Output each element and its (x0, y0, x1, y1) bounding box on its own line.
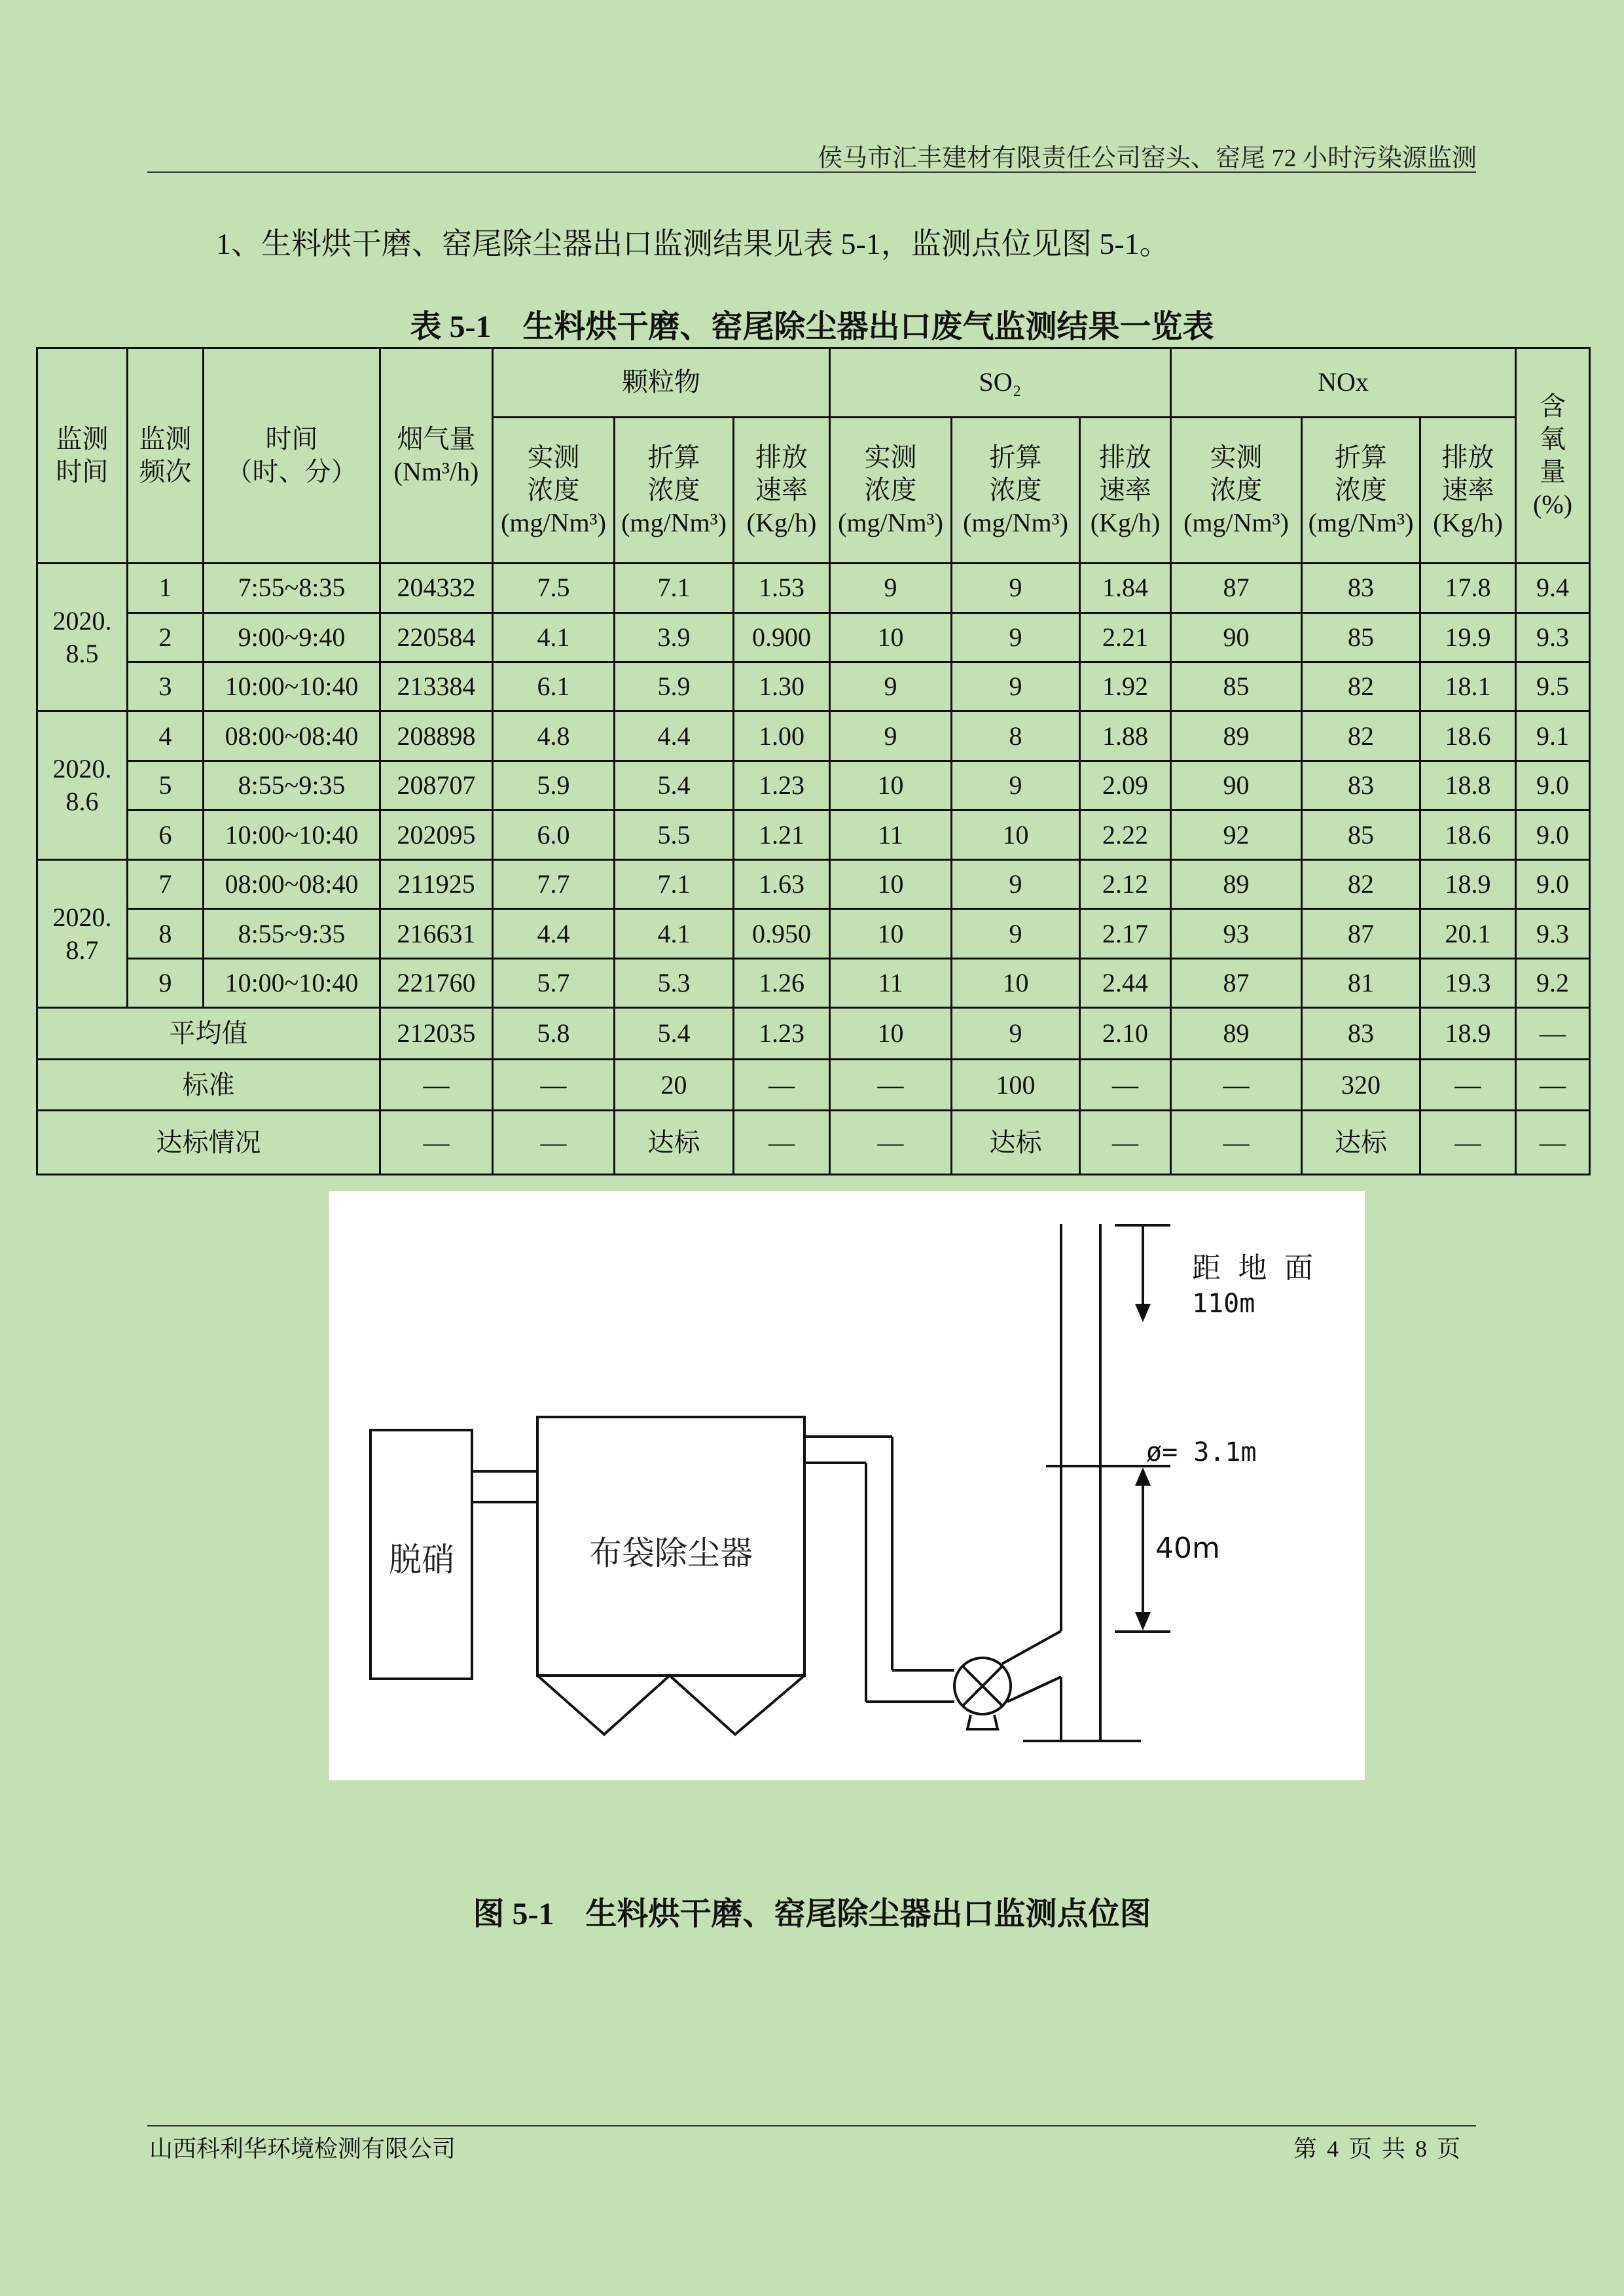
summary-value: — (493, 1111, 615, 1175)
value-cell: 1.26 (734, 958, 830, 1007)
value-cell: 9.5 (1516, 662, 1590, 711)
time-cell: 10:00~10:40 (204, 958, 380, 1007)
time-cell: 8:55~9:35 (204, 909, 380, 958)
header-emission-rate: 排放 速率 (Kg/h) (734, 417, 830, 563)
frequency-cell: 9 (128, 958, 204, 1007)
summary-row (37, 1059, 1590, 1110)
baghouse-label: 布袋除尘器 (589, 1534, 753, 1572)
frequency-cell: 8 (128, 909, 204, 958)
header-measured-conc: 实测 浓度 (mg/Nm³) (830, 417, 952, 563)
value-cell: 9 (830, 711, 952, 761)
header-so2: SO₂ (830, 348, 1171, 418)
date-cell: 2020. 8.7 (37, 859, 128, 1007)
date-cell: 2020. 8.5 (37, 564, 128, 711)
value-cell: 211925 (380, 859, 493, 908)
time-cell: 10:00~10:40 (204, 662, 380, 711)
value-cell: 89 (1171, 859, 1302, 908)
table-row (37, 761, 1590, 810)
value-cell: 93 (1171, 909, 1302, 958)
header-particulate: 颗粒物 (493, 348, 830, 418)
table-row (37, 909, 1590, 958)
header-nox: NOx (1171, 348, 1516, 418)
summary-value: 100 (952, 1059, 1080, 1110)
header-converted-conc: 折算 浓度 (mg/Nm³) (615, 417, 734, 563)
table-row (37, 958, 1590, 1007)
summary-value: — (493, 1059, 615, 1110)
value-cell: 1.30 (734, 662, 830, 711)
value-cell: 2.21 (1080, 613, 1171, 662)
summary-value: — (1420, 1111, 1516, 1175)
value-cell: 2.44 (1080, 958, 1171, 1007)
point-height-label: 40m (1155, 1532, 1220, 1565)
value-cell: 9 (952, 662, 1080, 711)
footer-page-number: 第 4 页 共 8 页 (1293, 2136, 1460, 2162)
value-cell: 1.88 (1080, 711, 1171, 761)
time-cell: 8:55~9:35 (204, 761, 380, 810)
value-cell: 87 (1171, 958, 1302, 1007)
value-cell: 6.1 (493, 662, 615, 711)
summary-value: 1.23 (734, 1008, 830, 1059)
summary-value: 89 (1171, 1008, 1302, 1059)
value-cell: 9 (952, 761, 1080, 810)
summary-value: — (734, 1111, 830, 1175)
value-cell: 2.17 (1080, 909, 1171, 958)
time-cell: 7:55~8:35 (204, 564, 380, 613)
monitoring-point-diagram (329, 1191, 1365, 1780)
summary-value: — (1080, 1059, 1171, 1110)
page-header: 侯马市汇丰建材有限责任公司窑头、窑尾 72 小时污染源监测 (817, 145, 1477, 172)
value-cell: 4.1 (493, 613, 615, 662)
value-cell: 10 (952, 810, 1080, 859)
summary-row (37, 1008, 1590, 1059)
table-row (37, 662, 1590, 711)
summary-value: 212035 (380, 1008, 493, 1059)
frequency-cell: 4 (128, 711, 204, 761)
header-date: 监测 时间 (37, 348, 128, 564)
value-cell: 7.1 (615, 859, 734, 908)
summary-value: — (1420, 1059, 1516, 1110)
value-cell: 208898 (380, 711, 493, 761)
value-cell: 19.9 (1420, 613, 1516, 662)
value-cell: 82 (1302, 711, 1420, 761)
value-cell: 87 (1302, 909, 1420, 958)
value-cell: 220584 (380, 613, 493, 662)
summary-value: — (1171, 1059, 1302, 1110)
value-cell: 5.9 (493, 761, 615, 810)
summary-value: — (1080, 1111, 1171, 1175)
header-converted-conc: 折算 浓度 (mg/Nm³) (1302, 417, 1420, 563)
height-label: 距 地 面 (1192, 1251, 1313, 1285)
header-flow: 烟气量 (Nm³/h) (380, 348, 493, 564)
value-cell: 83 (1302, 761, 1420, 810)
value-cell: 10 (830, 761, 952, 810)
diameter-label: ø= 3.1m (1146, 1437, 1257, 1467)
value-cell: 8 (952, 711, 1080, 761)
value-cell: 213384 (380, 662, 493, 711)
value-cell: 83 (1302, 564, 1420, 613)
value-cell: 0.900 (734, 613, 830, 662)
value-cell: 4.4 (493, 909, 615, 958)
value-cell: 20.1 (1420, 909, 1516, 958)
summary-value: — (734, 1059, 830, 1110)
value-cell: 3.9 (615, 613, 734, 662)
value-cell: 5.5 (615, 810, 734, 859)
value-cell: 7.1 (615, 564, 734, 613)
figure-caption: 图 5-1 生料烘干磨、窑尾除尘器出口监测点位图 (473, 1897, 1151, 1931)
header-measured-conc: 实测 浓度 (mg/Nm³) (1171, 417, 1302, 563)
intro-paragraph: 1、生料烘干磨、窑尾除尘器出口监测结果见表 5-1，监测点位见图 5-1。 (216, 227, 1170, 260)
value-cell: 2.12 (1080, 859, 1171, 908)
value-cell: 19.3 (1420, 958, 1516, 1007)
value-cell: 17.8 (1420, 564, 1516, 613)
value-cell: 9.0 (1516, 810, 1590, 859)
summary-value: — (830, 1111, 952, 1175)
value-cell: 5.4 (615, 761, 734, 810)
summary-value: — (1516, 1111, 1590, 1175)
value-cell: 82 (1302, 859, 1420, 908)
value-cell: 18.1 (1420, 662, 1516, 711)
value-cell: 4.8 (493, 711, 615, 761)
table-row (37, 613, 1590, 662)
frequency-cell: 1 (128, 564, 204, 613)
summary-value: — (380, 1111, 493, 1175)
summary-value: — (1171, 1111, 1302, 1175)
value-cell: 11 (830, 810, 952, 859)
value-cell: 18.6 (1420, 711, 1516, 761)
summary-label: 标准 (37, 1059, 380, 1110)
value-cell: 6.0 (493, 810, 615, 859)
summary-value: 9 (952, 1008, 1080, 1059)
value-cell: 5.9 (615, 662, 734, 711)
value-cell: 10 (830, 859, 952, 908)
table-title: 表 5-1 生料烘干磨、窑尾除尘器出口废气监测结果一览表 (410, 310, 1214, 344)
value-cell: 1.53 (734, 564, 830, 613)
value-cell: 90 (1171, 761, 1302, 810)
value-cell: 10 (830, 613, 952, 662)
value-cell: 9 (952, 859, 1080, 908)
value-cell: 9.3 (1516, 613, 1590, 662)
footer-company: 山西科利华环境检测有限公司 (149, 2136, 456, 2162)
header-emission-rate: 排放 速率 (Kg/h) (1080, 417, 1171, 563)
value-cell: 10 (830, 909, 952, 958)
value-cell: 9 (830, 662, 952, 711)
header-converted-conc: 折算 浓度 (mg/Nm³) (952, 417, 1080, 563)
time-cell: 08:00~08:40 (204, 711, 380, 761)
value-cell: 1.92 (1080, 662, 1171, 711)
header-row (37, 348, 1590, 418)
value-cell: 92 (1171, 810, 1302, 859)
value-cell: 82 (1302, 662, 1420, 711)
value-cell: 7.7 (493, 859, 615, 908)
value-cell: 5.3 (615, 958, 734, 1007)
value-cell: 1.21 (734, 810, 830, 859)
frequency-cell: 2 (128, 613, 204, 662)
value-cell: 18.9 (1420, 859, 1516, 908)
summary-value: 18.9 (1420, 1008, 1516, 1059)
frequency-cell: 7 (128, 859, 204, 908)
header-time: 时间 （时、分） (204, 348, 380, 564)
header-oxygen: 含 氧 量 (%) (1516, 348, 1590, 564)
time-cell: 9:00~9:40 (204, 613, 380, 662)
value-cell: 9.1 (1516, 711, 1590, 761)
summary-value: 达标 (952, 1111, 1080, 1175)
value-cell: 11 (830, 958, 952, 1007)
summary-value: 320 (1302, 1059, 1420, 1110)
value-cell: 1.00 (734, 711, 830, 761)
frequency-cell: 3 (128, 662, 204, 711)
header-frequency: 监测 频次 (128, 348, 204, 564)
date-cell: 2020. 8.6 (37, 711, 128, 859)
value-cell: 9.3 (1516, 909, 1590, 958)
value-cell: 9.0 (1516, 859, 1590, 908)
table-row (37, 711, 1590, 761)
summary-label: 平均值 (37, 1008, 380, 1059)
summary-value: 20 (615, 1059, 734, 1110)
summary-value: 10 (830, 1008, 952, 1059)
table-row (37, 810, 1590, 859)
value-cell: 9 (952, 909, 1080, 958)
time-cell: 08:00~08:40 (204, 859, 380, 908)
value-cell: 9 (952, 564, 1080, 613)
summary-value: 5.8 (493, 1008, 615, 1059)
value-cell: 85 (1302, 613, 1420, 662)
summary-value: 83 (1302, 1008, 1420, 1059)
value-cell: 2.09 (1080, 761, 1171, 810)
value-cell: 9 (952, 613, 1080, 662)
value-cell: 5.7 (493, 958, 615, 1007)
summary-value: 达标 (1302, 1111, 1420, 1175)
value-cell: 202095 (380, 810, 493, 859)
summary-label: 达标情况 (37, 1111, 380, 1175)
value-cell: 2.22 (1080, 810, 1171, 859)
table-row (37, 859, 1590, 908)
summary-value: — (1516, 1008, 1590, 1059)
value-cell: 0.950 (734, 909, 830, 958)
header-rule (147, 171, 1476, 173)
height-value: 110m (1192, 1289, 1255, 1319)
table-row (37, 564, 1590, 613)
value-cell: 87 (1171, 564, 1302, 613)
value-cell: 18.8 (1420, 761, 1516, 810)
header-measured-conc: 实测 浓度 (mg/Nm³) (493, 417, 615, 563)
denitration-label: 脱硝 (389, 1541, 454, 1579)
summary-row (37, 1111, 1590, 1175)
value-cell: 81 (1302, 958, 1420, 1007)
value-cell: 9.0 (1516, 761, 1590, 810)
summary-value: 2.10 (1080, 1008, 1171, 1059)
value-cell: 1.63 (734, 859, 830, 908)
value-cell: 10 (952, 958, 1080, 1007)
value-cell: 1.23 (734, 761, 830, 810)
value-cell: 4.4 (615, 711, 734, 761)
summary-value: — (380, 1059, 493, 1110)
value-cell: 7.5 (493, 564, 615, 613)
value-cell: 208707 (380, 761, 493, 810)
value-cell: 90 (1171, 613, 1302, 662)
value-cell: 221760 (380, 958, 493, 1007)
footer-rule (147, 2125, 1476, 2126)
time-cell: 10:00~10:40 (204, 810, 380, 859)
header-emission-rate: 排放 速率 (Kg/h) (1420, 417, 1516, 563)
summary-value: — (830, 1059, 952, 1110)
value-cell: 1.84 (1080, 564, 1171, 613)
summary-value: 达标 (615, 1111, 734, 1175)
value-cell: 89 (1171, 711, 1302, 761)
value-cell: 85 (1171, 662, 1302, 711)
value-cell: 204332 (380, 564, 493, 613)
monitoring-results-table (36, 347, 1591, 1175)
frequency-cell: 5 (128, 761, 204, 810)
value-cell: 216631 (380, 909, 493, 958)
summary-value: 5.4 (615, 1008, 734, 1059)
summary-value: — (1516, 1059, 1590, 1110)
value-cell: 9.2 (1516, 958, 1590, 1007)
value-cell: 85 (1302, 810, 1420, 859)
value-cell: 4.1 (615, 909, 734, 958)
value-cell: 18.6 (1420, 810, 1516, 859)
value-cell: 9 (830, 564, 952, 613)
frequency-cell: 6 (128, 810, 204, 859)
value-cell: 9.4 (1516, 564, 1590, 613)
